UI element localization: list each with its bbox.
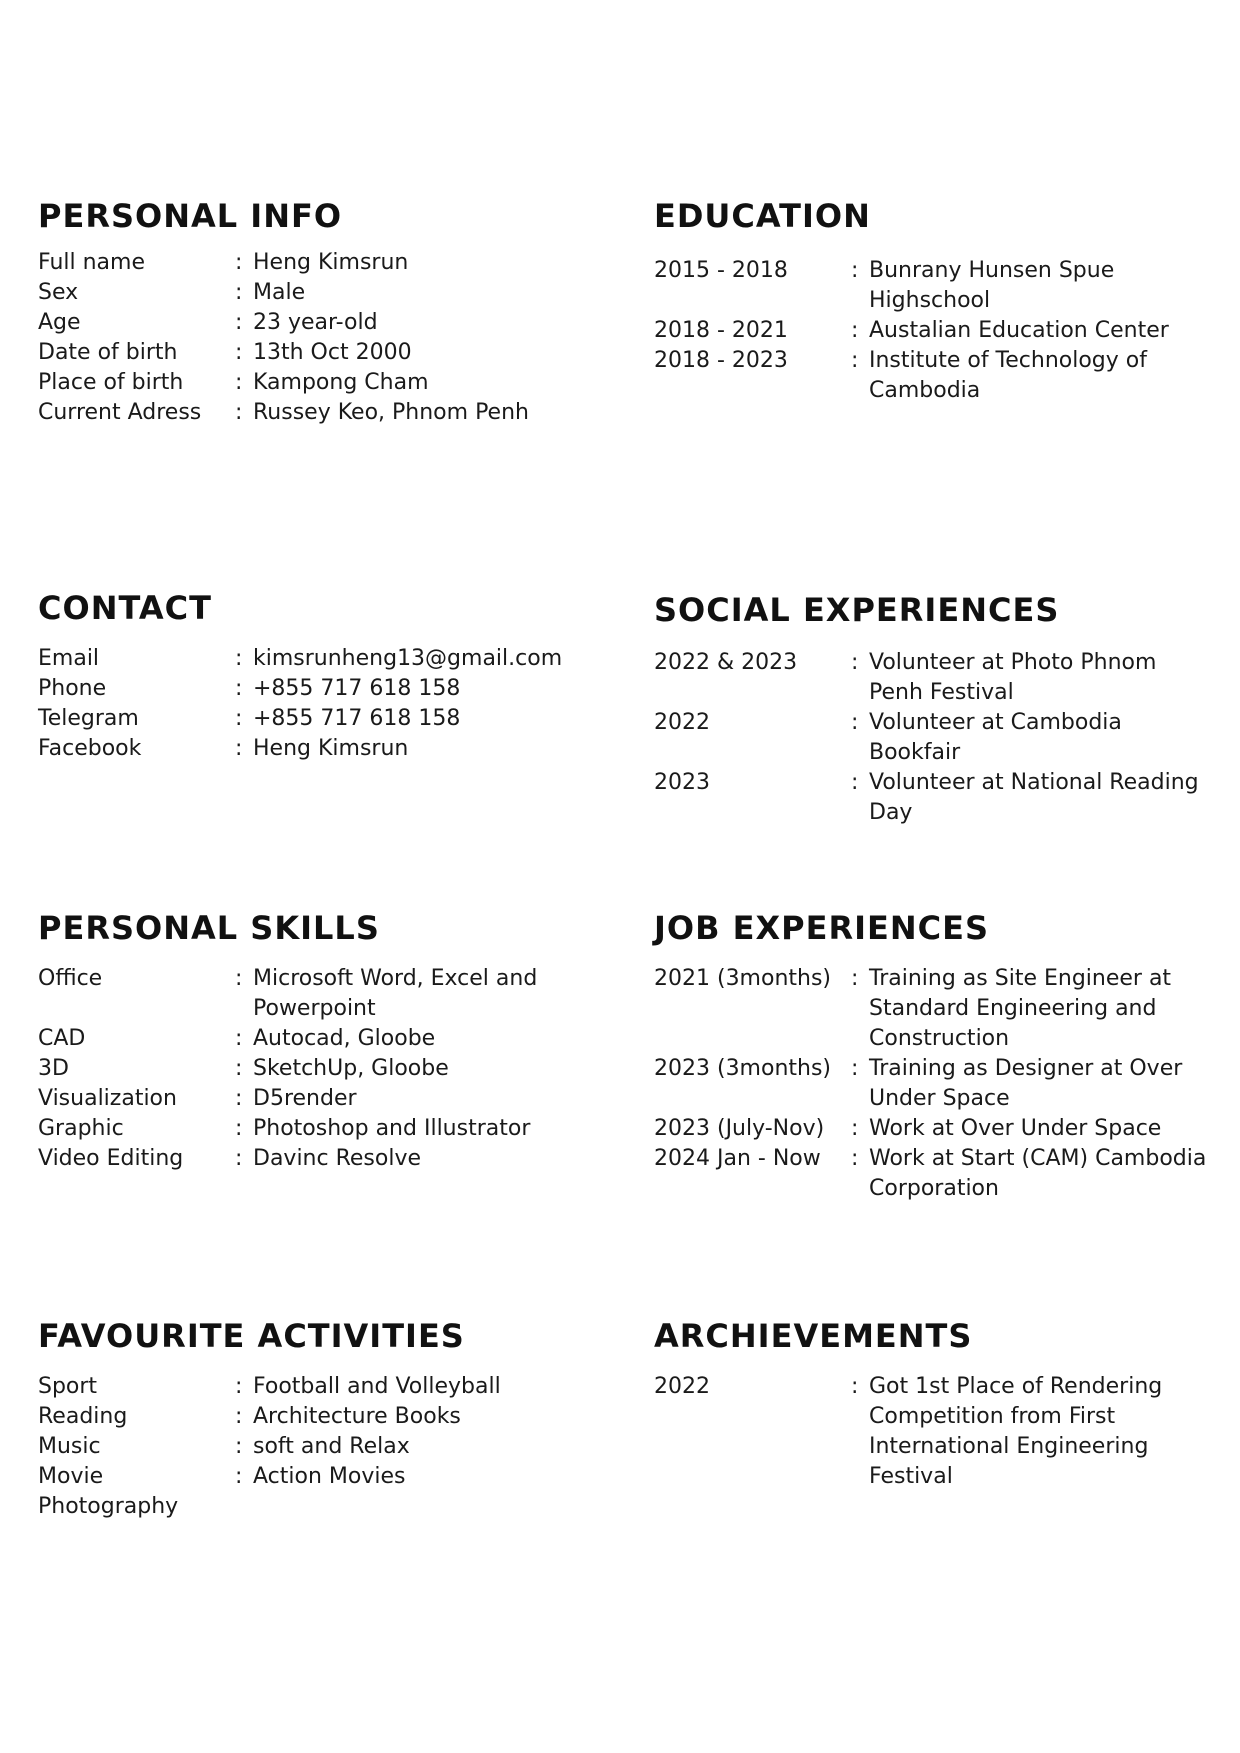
social-experiences-title: SOCIAL EXPERIENCES xyxy=(654,591,1060,629)
education-row xyxy=(654,316,1214,346)
skill-tools: Autocad, Gloobe xyxy=(253,1026,436,1051)
separator: : xyxy=(851,318,859,343)
separator: : xyxy=(851,650,859,675)
activity-detail: Football and Volleyball xyxy=(253,1374,501,1399)
info-value: 23 year-old xyxy=(253,310,378,335)
separator: : xyxy=(235,310,243,335)
separator: : xyxy=(235,1374,243,1399)
skill-tools: SketchUp, Gloobe xyxy=(253,1056,449,1081)
separator: : xyxy=(235,370,243,395)
education-years: 2018 - 2023 xyxy=(654,348,788,373)
skill-row xyxy=(38,1084,598,1114)
activity-detail xyxy=(253,1492,598,1522)
separator: : xyxy=(235,646,243,671)
contact-label: Phone xyxy=(38,676,107,701)
experience-description: Volunteer at Cambodia Bookfair xyxy=(869,710,1122,765)
achievements-title: ARCHIEVEMENTS xyxy=(654,1317,973,1355)
skill-row xyxy=(38,964,598,1024)
social-experience-row xyxy=(654,708,1214,768)
info-value: 13th Oct 2000 xyxy=(253,340,412,365)
activity-category: Photography xyxy=(38,1494,179,1519)
achievement-year: 2022 xyxy=(654,1374,710,1399)
activity-detail: soft and Relax xyxy=(253,1434,410,1459)
job-experiences-section xyxy=(654,908,1234,1204)
facebook-value: Heng Kimsrun xyxy=(253,736,409,761)
education-list xyxy=(654,256,1214,406)
separator: : xyxy=(851,1374,859,1399)
contact-row-telegram xyxy=(38,704,598,734)
separator: : xyxy=(851,1056,859,1081)
separator: : xyxy=(235,1146,243,1171)
phone-value: +855 717 618 158 xyxy=(253,676,461,701)
skill-category: Video Editing xyxy=(38,1146,184,1171)
education-row xyxy=(654,256,1214,316)
job-description: Training as Site Engineer at Standard Engineering and Construction xyxy=(869,966,1172,1051)
info-value: Male xyxy=(253,280,306,305)
skill-category: Graphic xyxy=(38,1116,124,1141)
social-experience-row xyxy=(654,648,1214,708)
separator: : xyxy=(235,340,243,365)
activity-row xyxy=(38,1462,598,1492)
favourite-activities-list xyxy=(38,1372,598,1522)
job-row xyxy=(654,1114,1234,1144)
contact-title: CONTACT xyxy=(38,589,212,627)
telegram-value: +855 717 618 158 xyxy=(253,706,461,731)
contact-row-facebook xyxy=(38,734,598,764)
job-period: 2023 (3months) xyxy=(654,1056,832,1081)
activity-category: Music xyxy=(38,1434,101,1459)
separator: : xyxy=(235,400,243,425)
activity-detail: Action Movies xyxy=(253,1464,406,1489)
email-value: kimsrunheng13@gmail.com xyxy=(253,646,563,671)
job-description: Training as Designer at Over Under Space xyxy=(869,1056,1183,1111)
education-years: 2015 - 2018 xyxy=(654,258,788,283)
skill-row xyxy=(38,1144,598,1174)
separator: : xyxy=(235,280,243,305)
skill-category: Visualization xyxy=(38,1086,177,1111)
info-value: Russey Keo, Phnom Penh xyxy=(253,400,529,425)
favourite-activities-section xyxy=(38,1316,598,1522)
contact-row-email xyxy=(38,644,598,674)
education-title: EDUCATION xyxy=(654,197,871,235)
separator: : xyxy=(235,706,243,731)
info-row-sex xyxy=(38,278,598,308)
job-period: 2024 Jan - Now xyxy=(654,1146,821,1171)
separator: : xyxy=(235,1056,243,1081)
separator: : xyxy=(235,1434,243,1459)
skill-tools: Davinc Resolve xyxy=(253,1146,422,1171)
experience-description: Volunteer at Photo Phnom Penh Festival xyxy=(869,650,1157,705)
achievements-list xyxy=(654,1372,1214,1492)
personal-info-title: PERSONAL INFO xyxy=(38,197,343,235)
education-school: Institute of Technology of Cambodia xyxy=(869,348,1147,403)
separator: : xyxy=(235,736,243,761)
education-section xyxy=(654,196,1214,406)
separator: : xyxy=(851,348,859,373)
social-experiences-list xyxy=(654,648,1214,828)
info-row-full-name xyxy=(38,248,598,278)
job-description: Work at Start (CAM) Cambodia Corporation xyxy=(869,1146,1207,1201)
activity-row xyxy=(38,1372,598,1402)
separator: : xyxy=(851,966,859,991)
contact-section xyxy=(38,588,598,764)
info-label: Date of birth xyxy=(38,340,178,365)
education-school: Austalian Education Center xyxy=(869,318,1169,343)
info-value: Kampong Cham xyxy=(253,370,429,395)
personal-info-section xyxy=(38,196,598,428)
social-experience-row xyxy=(654,768,1214,828)
separator: : xyxy=(851,1146,859,1171)
info-row-age xyxy=(38,308,598,338)
achievement-description: Got 1st Place of Rendering Competition from First International Engineering Festival xyxy=(869,1374,1163,1489)
social-experiences-section xyxy=(654,590,1214,828)
experience-description: Volunteer at National Reading Day xyxy=(869,770,1199,825)
separator: : xyxy=(851,710,859,735)
activity-category: Sport xyxy=(38,1374,98,1399)
separator: : xyxy=(235,250,243,275)
skill-tools: Microsoft Word, Excel and Powerpoint xyxy=(253,966,538,1021)
separator: : xyxy=(235,1404,243,1429)
skill-category: Office xyxy=(38,966,103,991)
activity-row xyxy=(38,1432,598,1462)
info-label: Current Adress xyxy=(38,400,202,425)
activity-category: Movie xyxy=(38,1464,104,1489)
contact-row-phone xyxy=(38,674,598,704)
info-row-date-of-birth xyxy=(38,338,598,368)
job-description: Work at Over Under Space xyxy=(869,1116,1162,1141)
info-label: Place of birth xyxy=(38,370,184,395)
skill-category: CAD xyxy=(38,1026,86,1051)
skill-tools: D5render xyxy=(253,1086,357,1111)
contact-list xyxy=(38,644,598,764)
separator: : xyxy=(851,258,859,283)
contact-label: Email xyxy=(38,646,100,671)
education-row xyxy=(654,346,1214,406)
contact-label: Telegram xyxy=(38,706,139,731)
activity-category: Reading xyxy=(38,1404,128,1429)
skill-row xyxy=(38,1024,598,1054)
separator: : xyxy=(235,1026,243,1051)
job-experiences-title: JOB EXPERIENCES xyxy=(654,909,990,947)
activity-detail: Architecture Books xyxy=(253,1404,461,1429)
skill-row xyxy=(38,1114,598,1144)
separator: : xyxy=(235,676,243,701)
separator: : xyxy=(235,966,243,991)
info-label: Full name xyxy=(38,250,146,275)
job-period: 2023 (July-Nov) xyxy=(654,1116,825,1141)
job-row xyxy=(654,1144,1234,1204)
contact-label: Facebook xyxy=(38,736,142,761)
separator: : xyxy=(235,1116,243,1141)
experience-year: 2023 xyxy=(654,770,710,795)
experience-year: 2022 xyxy=(654,710,710,735)
personal-skills-list xyxy=(38,964,598,1174)
separator: : xyxy=(851,770,859,795)
skill-category: 3D xyxy=(38,1056,69,1081)
achievement-row xyxy=(654,1372,1214,1492)
personal-skills-title: PERSONAL SKILLS xyxy=(38,909,380,947)
education-years: 2018 - 2021 xyxy=(654,318,788,343)
activity-row xyxy=(38,1402,598,1432)
job-row xyxy=(654,1054,1234,1114)
personal-skills-section xyxy=(38,908,598,1174)
skill-tools: Photoshop and Illustrator xyxy=(253,1116,531,1141)
info-row-current-address xyxy=(38,398,598,428)
achievements-section xyxy=(654,1316,1214,1492)
info-row-place-of-birth xyxy=(38,368,598,398)
favourite-activities-title: FAVOURITE ACTIVITIES xyxy=(38,1317,465,1355)
separator: : xyxy=(851,1116,859,1141)
education-school: Bunrany Hunsen Spue Highschool xyxy=(869,258,1115,313)
separator: : xyxy=(235,1464,243,1489)
skill-row xyxy=(38,1054,598,1084)
separator: : xyxy=(235,1086,243,1111)
job-row xyxy=(654,964,1234,1054)
info-value: Heng Kimsrun xyxy=(253,250,409,275)
job-experiences-list xyxy=(654,964,1234,1204)
separator-blank xyxy=(235,1492,253,1522)
info-label: Age xyxy=(38,310,81,335)
activity-row xyxy=(38,1492,598,1522)
personal-info-list xyxy=(38,248,598,428)
job-period: 2021 (3months) xyxy=(654,966,832,991)
experience-year: 2022 & 2023 xyxy=(654,650,798,675)
info-label: Sex xyxy=(38,280,79,305)
